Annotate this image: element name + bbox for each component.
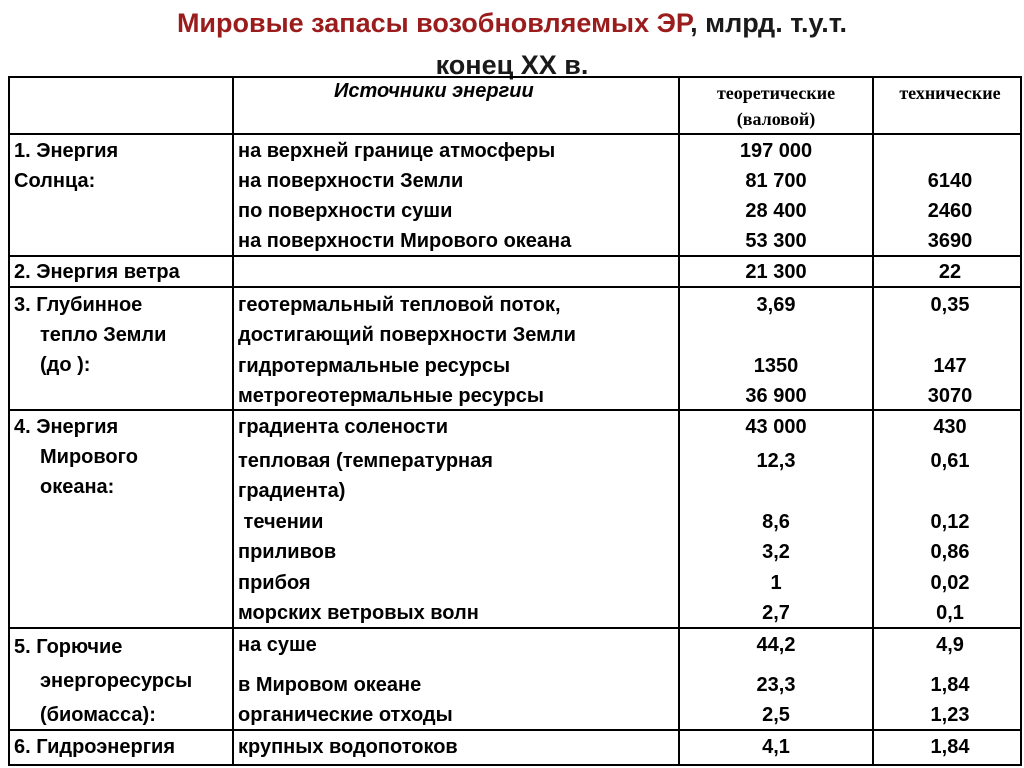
theoretical-value: 4,1 xyxy=(762,736,790,758)
theoretical-value: 1350 xyxy=(753,355,799,377)
table-top-border xyxy=(10,76,1020,78)
source-cell: на поверхности Земли xyxy=(238,170,464,192)
theoretical-value: 12,3 xyxy=(756,450,796,472)
source-cell: прибоя xyxy=(238,572,311,594)
header-technical: технические xyxy=(899,83,1001,103)
theoretical-value: 1 xyxy=(770,572,782,594)
technical-value: 3690 xyxy=(927,230,973,252)
theoretical-value: 3,69 xyxy=(756,294,796,316)
source-cell: крупных водопотоков xyxy=(238,736,458,758)
col-divider xyxy=(232,76,234,766)
title-units: , млрд. т.у.т. xyxy=(690,8,848,38)
category-geothermal: 3. Глубинное тепло Земли (до ): xyxy=(14,294,167,376)
technical-value: 1,84 xyxy=(930,736,970,758)
technical-value: 6140 xyxy=(927,170,973,192)
technical-value: 0,86 xyxy=(930,541,970,563)
reserves-table xyxy=(8,76,1022,766)
technical-value: 4,9 xyxy=(936,634,964,656)
category-hydro: 6. Гидроэнергия xyxy=(14,736,175,758)
header-sources: Источники энергии xyxy=(334,80,534,102)
technical-value: 430 xyxy=(933,416,967,438)
source-cell: морских ветровых волн xyxy=(238,602,479,624)
col-divider xyxy=(872,76,874,766)
source-cell: метрогеотермальные ресурсы xyxy=(238,385,544,407)
theoretical-value: 23,3 xyxy=(756,674,796,696)
source-cell: градиента солености xyxy=(238,416,448,438)
source-cell: по поверхности суши xyxy=(238,200,453,222)
source-cell: органические отходы xyxy=(238,704,453,726)
theoretical-value: 44,2 xyxy=(756,634,796,656)
theoretical-value: 43 000 xyxy=(745,416,807,438)
theoretical-value: 53 300 xyxy=(745,230,807,252)
source-cell: гидротермальные ресурсы xyxy=(238,355,511,377)
source-cell: на верхней границе атмосферы xyxy=(238,140,556,162)
source-cell: течении xyxy=(238,511,324,533)
source-cell: на суше xyxy=(238,634,317,656)
theoretical-value: 81 700 xyxy=(745,170,807,192)
source-cell: тепловая (температурная градиента) xyxy=(238,450,493,502)
technical-value: 1,23 xyxy=(930,704,970,726)
category-ocean: 4. Энергия Мирового океана: xyxy=(14,416,138,498)
theoretical-value: 28 400 xyxy=(745,200,807,222)
theoretical-value: 8,6 xyxy=(762,511,790,533)
theoretical-value: 21 300 xyxy=(745,261,807,283)
theoretical-value: 197 000 xyxy=(739,140,813,162)
source-cell: в Мировом океане xyxy=(238,674,422,696)
title-accent: Мировые запасы возобновляемых ЭР xyxy=(176,8,691,38)
technical-value: 0,12 xyxy=(930,511,970,533)
technical-value: 22 xyxy=(938,261,962,283)
technical-value: 0,35 xyxy=(930,294,970,316)
category-biomass: 5. Горючие энергоресурсы (биомасса): xyxy=(14,636,193,726)
source-cell: приливов xyxy=(238,541,337,563)
table-bottom-border xyxy=(10,764,1020,766)
header-divider xyxy=(10,133,1020,135)
theoretical-value: 2,7 xyxy=(762,602,790,624)
page-subtitle: конец XX в. xyxy=(435,50,589,80)
header-theoretical: теоретические (валовой) xyxy=(716,83,836,129)
technical-value: 0,61 xyxy=(930,450,970,472)
technical-value: 0,1 xyxy=(936,602,964,624)
technical-value: 0,02 xyxy=(930,572,970,594)
technical-value: 3070 xyxy=(927,385,973,407)
technical-value: 147 xyxy=(933,355,967,377)
page-title xyxy=(0,2,1024,44)
category-solar: 1. Энергия Солнца: xyxy=(14,140,119,192)
category-wind: 2. Энергия ветра xyxy=(14,261,180,283)
theoretical-value: 36 900 xyxy=(745,385,807,407)
theoretical-value: 2,5 xyxy=(762,704,790,726)
source-cell: геотермальный тепловой поток, достигающий поверхности Земли xyxy=(238,294,576,346)
technical-value: 1,84 xyxy=(930,674,970,696)
theoretical-value: 3,2 xyxy=(762,541,790,563)
source-cell: на поверхности Мирового океана xyxy=(238,230,572,252)
technical-value: 2460 xyxy=(927,200,973,222)
